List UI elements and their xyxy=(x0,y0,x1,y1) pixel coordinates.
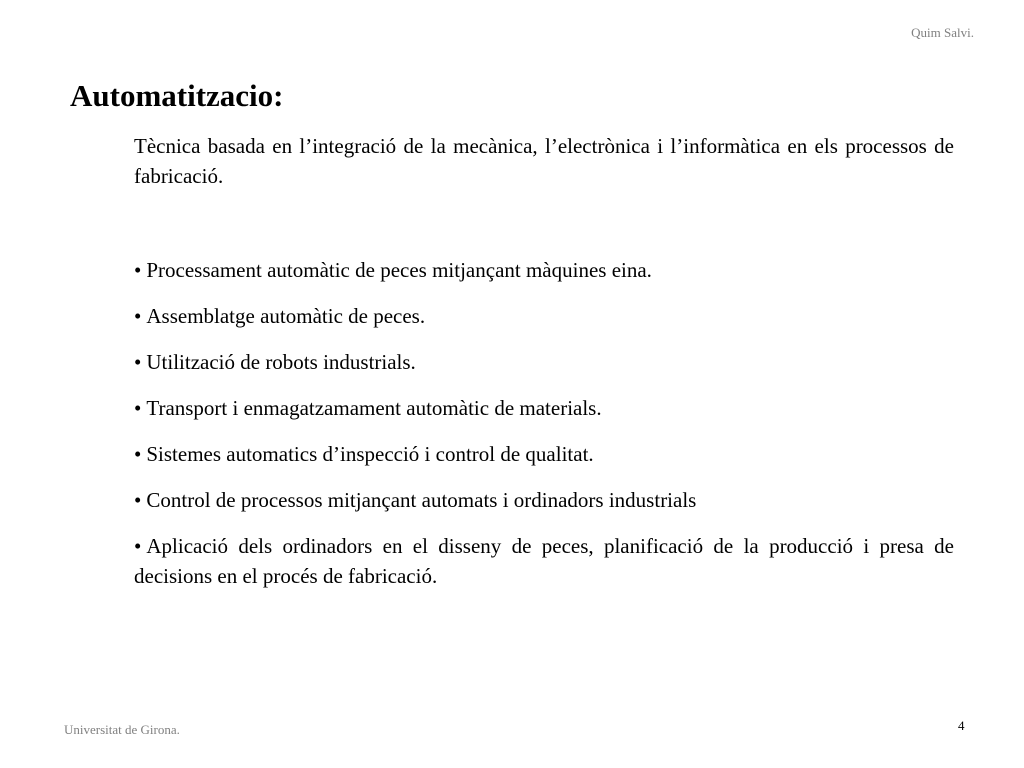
bullet-icon: • xyxy=(134,350,142,374)
bullet-item xyxy=(134,255,954,285)
bullet-icon: • xyxy=(134,396,142,420)
bullet-item xyxy=(134,531,954,591)
bullet-icon: • xyxy=(134,442,142,466)
author-label: Quim Salvi. xyxy=(911,25,974,40)
bullet-text: Processament automàtic de peces mitjançant màquines eina. xyxy=(146,258,652,282)
bullet-text: Transport i enmagatzamament automàtic de materials. xyxy=(146,396,602,420)
bullet-icon: • xyxy=(134,488,142,512)
bullet-list xyxy=(134,255,954,607)
bullet-icon: • xyxy=(134,258,142,282)
bullet-text: Control de processos mitjançant automats i ordinadors industrials xyxy=(146,488,697,512)
page-number: 4 xyxy=(958,718,965,733)
bullet-text: Aplicació dels ordinadors en el disseny de peces, planificació de la producció i presa de decisions en el procés de fabricació. xyxy=(134,534,954,588)
bullet-text: Utilització de robots industrials. xyxy=(146,350,416,374)
bullet-item xyxy=(134,393,954,423)
bullet-icon: • xyxy=(134,304,142,328)
bullet-item xyxy=(134,439,954,469)
bullet-icon: • xyxy=(134,534,142,558)
bullet-text: Sistemes automatics d’inspecció i control de qualitat. xyxy=(146,442,594,466)
bullet-text: Assemblatge automàtic de peces. xyxy=(146,304,426,328)
university-label: Universitat de Girona. xyxy=(64,722,180,737)
intro-paragraph: Tècnica basada en l’integració de la mecànica, l’electrònica i l’informàtica en els processos de fabricació. xyxy=(134,134,954,188)
bullet-item xyxy=(134,485,954,515)
slide-title: Automatitzacio: xyxy=(70,78,284,113)
bullet-item xyxy=(134,301,954,331)
bullet-item xyxy=(134,347,954,377)
